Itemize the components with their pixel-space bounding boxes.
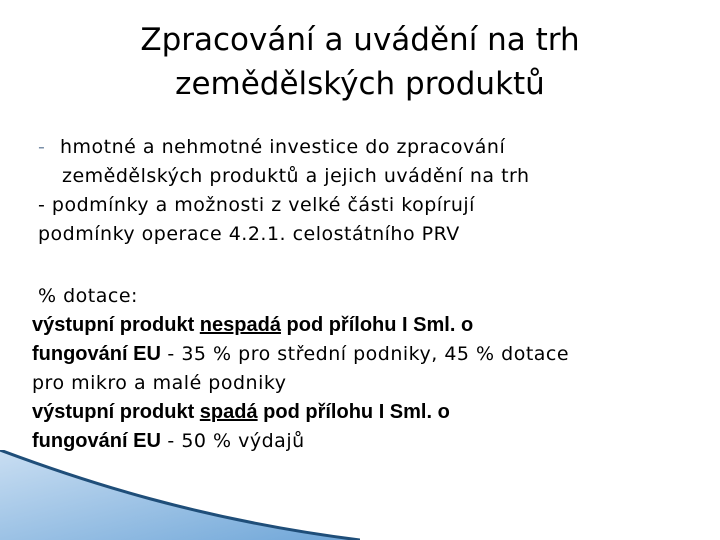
dotace-section [32,282,702,456]
dotace-p2-bold-c: fungování EU [32,430,161,452]
dotace-heading: % dotace: [38,285,138,307]
dotace-p1-underlined: nespadá [199,314,281,336]
dotace-p1-bold-c: fungování EU [32,343,161,365]
dotace-p1-line-2 [32,340,702,369]
dotace-p1-bold-b: pod přílohu I Sml. o [280,314,474,336]
dotace-p1-rest: - 35 % pro střední podniky, 45 % dotace [160,343,570,365]
dotace-p1-line-3: pro mikro a malé podniky [32,372,287,394]
dotace-p1-bold-a: výstupní produkt [32,314,200,336]
bullet-1-line-2: zemědělských produktů a jejich uvádění na trh [62,165,530,187]
decorative-wave [0,450,360,540]
dotace-p2-line-1 [32,398,702,427]
dotace-p2-bold-a: výstupní produkt [32,401,200,423]
wave-fill [0,450,360,540]
dotace-p2-rest: - 50 % výdajů [160,430,305,452]
bullet-2-line-1: - podmínky a možnosti z velké části kopírují [38,194,475,216]
dotace-p2-underlined: spadá [199,401,258,423]
dotace-p2-bold-b: pod přílohu I Sml. o [257,401,450,423]
title-line-2: zemědělských produktů [175,66,545,102]
bullet-1-line-1: hmotné a nehmotné investice do zpracování [60,136,506,158]
title-line-1: Zpracování a uvádění na trh [140,22,580,58]
slide-title [60,18,660,106]
bullet-podminky [38,191,698,249]
bullet-investice [38,133,698,191]
dotace-p1-line-1 [32,311,702,340]
bullet-dash: - [38,136,46,158]
bullet-2-line-2: podmínky operace 4.2.1. celostátního PRV [38,223,460,245]
